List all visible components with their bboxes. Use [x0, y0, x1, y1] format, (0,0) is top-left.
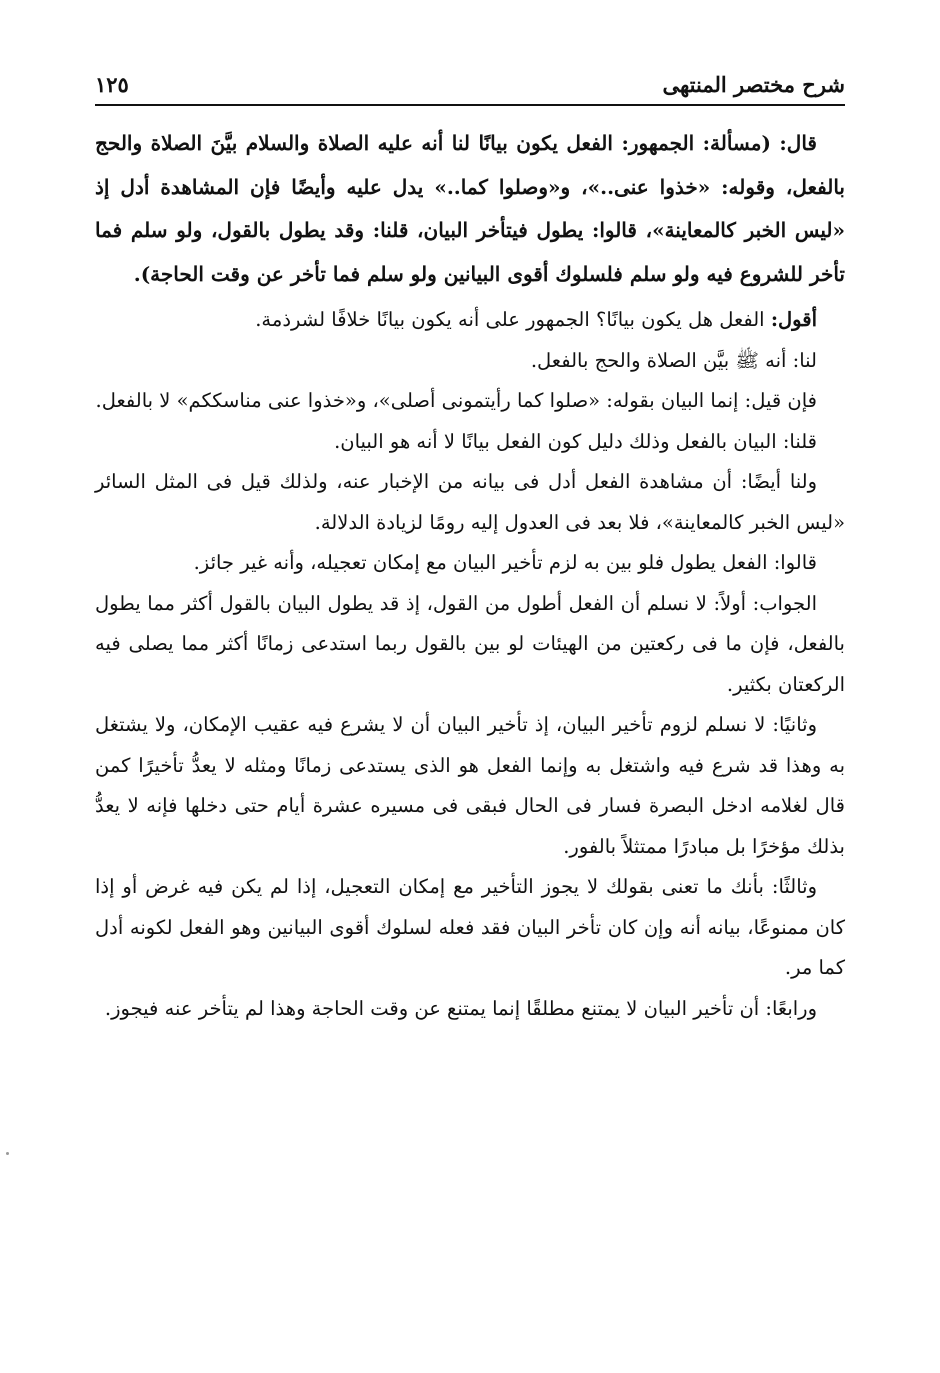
page-body	[95, 122, 845, 1029]
header-rule	[95, 104, 845, 106]
commentary-paragraph: قلنا: البيان بالفعل وذلك دليل كون الفعل بيانًا لا أنه هو البيان.	[334, 429, 817, 453]
commentary-paragraph: وثالثًا: بأنك ما تعنى بقولك لا يجوز التأخير مع إمكان التعجيل، إذا لم يكن فيه غرض أو إذا كان ممنوعًا، بيانه أنه وإن كان تأخر البيان فقد فعله لسلوك أقوى البيانين وهو الفعل لكونه أدل كما مر.	[95, 875, 845, 979]
running-title: شرح مختصر المنتهى	[662, 72, 845, 97]
commentary-paragraph: أقول: الفعل هل يكون بيانًا؟ الجمهور على أنه يكون بيانًا خلافًا لشرذمة.	[255, 308, 817, 331]
commentary-paragraph: قالوا: الفعل يطول فلو بين به لزم تأخير البيان مع إمكان تعجيله، وأنه غير جائز.	[193, 551, 817, 574]
commentary-paragraph: فإن قيل: إنما البيان بقوله: «صلوا كما رأيتمونى أصلى»، و«خذوا عنى مناسككم» لا بالفعل.	[95, 389, 817, 412]
aqulu-label: أقول:	[770, 308, 817, 331]
commentary-paragraph: ورابعًا: أن تأخير البيان لا يمتنع مطلقًا إنما يمتنع عن وقت الحاجة وهذا لم يتأخر عنه فيجوز.	[104, 996, 817, 1020]
commentary-paragraph: لنا: أنه ﷺ بيَّن الصلاة والحج بالفعل.	[530, 348, 817, 372]
commentary-paragraph: وثانيًا: لا نسلم لزوم تأخير البيان، إذ تأخير البيان أن لا يشرع فيه عقيب الإمكان، ولا يشتغل به وهذا قد شرع فيه واشتغل به وإنما الفعل هو الذى يستدعى زمانًا ومثله لا يعدُّ تأخيرًا كمن قال لغلامه ادخل البصرة فسار فى الحال فبقى فى مسيره عشرة أيام حتى دخلها فإنه لا يعدُّ بذلك مؤخرًا بل مبادرًا ممتثلاً بالفور.	[95, 713, 845, 858]
scan-speck	[6, 1152, 9, 1155]
commentary-paragraph: الجواب: أولاً: لا نسلم أن الفعل أطول من القول، إذ قد يطول البيان بالقول أكثر مما يطول بالفعل، فإن ما فى ركعتين من الهيئات لو بين بالقول ربما استدعى زمانًا أكثر مما يصلى فيه الركعتان بكثير.	[95, 591, 845, 696]
commentary-paragraph: ولنا أيضًا: أن مشاهدة الفعل أدل فى بيانه من الإخبار عنه، ولذلك قيل فى المثل السائر «ليس الخبر كالمعاينة»، فلا بعد فى العدول إليه رومًا لزيادة الدلالة.	[95, 470, 845, 534]
matn-paragraph: قال: (مسألة: الجمهور: الفعل يكون بيانًا لنا أنه عليه الصلاة والسلام بيَّنَ الصلاة والحج بالفعل، وقوله: «خذوا عنى..»، و«وصلوا كما..» يدل عليه وأيضًا فإن المشاهدة أدل إذ «ليس الخبر كالمعاينة»، قالوا: يطول فيتأخر البيان، قلنا: وقد يطول بالقول، ولو سلم فما تأخر للشروع فيه ولو سلم فلسلوك أقوى البيانين ولو سلم فما تأخر عن وقت الحاجة).	[95, 131, 845, 286]
page-header	[95, 72, 845, 102]
page-number: ١٢٥	[95, 72, 129, 97]
